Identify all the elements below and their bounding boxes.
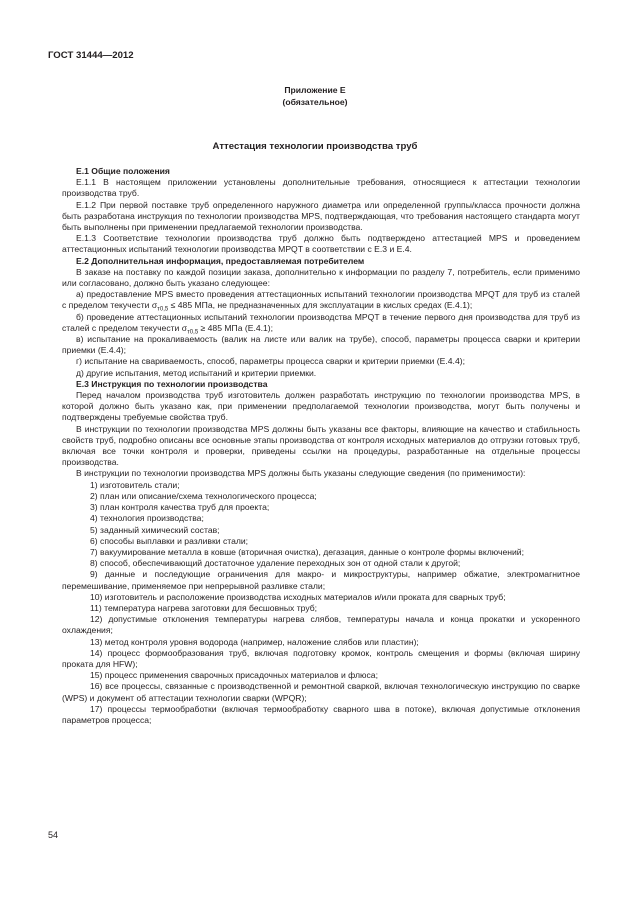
list-item: 3) план контроля качества труб для проекта; — [90, 502, 270, 513]
paragraph-e2-c: в) испытание на прокаливаемость (валик на листе или валик на трубе), способ, параметры процесса сварки и критерии приемки (Е.4.4); — [62, 334, 580, 356]
sigma-subscript: т0,5 — [157, 307, 169, 314]
list-item: 11) температура нагрева заготовки для бесшовных труб; — [90, 602, 318, 613]
e2-a-text-start: а) предоставление MPS вместо проведения аттестационных испытаний технологии производства MPQT для труб из сталей с пределом текучести — [62, 289, 580, 311]
list-item: 16) все процессы, связанные с производственной и ремонтной сваркой, включая технологическую инструкцию по сварке (WPS) и документ об аттестации технологии сварки (WPQR); — [62, 681, 580, 703]
paragraph-e2-b — [62, 312, 580, 334]
list-item: 15) процесс применения сварочных присадочных материалов и флюса; — [90, 670, 378, 681]
section-heading-e2: Е.2 Дополнительная информация, предоставляемая потребителем — [76, 255, 365, 266]
appendix-label-block — [0, 84, 630, 108]
list-item: 13) метод контроля уровня водорода (например, наложение слябов или пластин); — [90, 636, 419, 647]
e2-b-text-end: ≥ 485 МПа (Е.4.1); — [198, 322, 274, 333]
paragraph-e1-2: Е.1.2 При первой поставке труб определенного наружного диаметра или определенной группы/класса прочности должна быть разработана инструкция по технологии производства MPS, подтверждающая, что требования настоящего стандарта могут быть выполнены при применении предлагаемой технологии производства. — [62, 199, 580, 233]
paragraph-e1-1: Е.1.1 В настоящем приложении установлены дополнительные требования, относящиеся к аттестации технологии производства труб. — [62, 177, 580, 199]
appendix-title: Аттестация технологии производства труб — [212, 141, 418, 152]
list-item: 4) технология производства; — [90, 513, 204, 524]
paragraph-e1-3: Е.1.3 Соответствие технологии производства труб должно быть подтверждено аттестацией MPS и проведением аттестационных испытаний технологии производства MPQT в соответствии с Е.3 и Е.4. — [62, 233, 580, 255]
sigma-symbol: σ — [151, 300, 158, 311]
appendix-status: (обязательное) — [282, 97, 348, 107]
e2-b-text-start: б) проведение аттестационных испытаний технологии производства MPQT в течение первого дня производства для труб из сталей с пределом текучести — [62, 311, 580, 333]
list-item: 8) способ, обеспечивающий достаточное удаление переходных зон от одной стали к другой; — [90, 558, 461, 569]
paragraph-e2-e: д) другие испытания, метод испытаний и критерии приемки. — [76, 367, 317, 378]
paragraph-e3-2: В инструкции по технологии производства MPS должны быть указаны все факторы, влияющие на качество и стабильность свойств труб, подробно описаны все основные этапы производства от контроля исходных материалов до отгрузки готовых труб, включая все точки контроля и проверки, приведены ссылки на процедуры, разработанные на отдельные процессы производства. — [62, 423, 580, 468]
document-body — [62, 166, 580, 726]
paragraph-e3-3: В инструкции по технологии производства MPS должны быть указаны следующие сведения (по применимости): — [76, 468, 526, 479]
list-item: 7) вакуумирование металла в ковше (вторичная очистка), дегазация, данные о контроле формы включений; — [90, 546, 524, 557]
paragraph-e2-a — [62, 289, 580, 314]
appendix-label: Приложение Е — [284, 85, 346, 95]
paragraph-e2-intro: В заказе на поставку по каждой позиции заказа, дополнительно к информации по разделу 7, потребитель, если применимо или согласовано, должно быть указано следующее: — [62, 266, 580, 289]
document-header: ГОСТ 31444—2012 — [48, 50, 134, 61]
sigma-symbol: σ — [181, 322, 188, 333]
list-item: 9) данные и последующие ограничения для макро- и микроструктуры, например обжатие, электромагнитное перемешивание, применяемое при непрерывной разливке стали; — [62, 569, 580, 591]
paragraph-e3-1: Перед началом производства труб изготовитель должен разработать инструкцию по технологии производства MPS, в которой должно быть указано как, при применении предполагаемой технологии производства, могут быть получены и подтверждены требуемые свойства труб. — [62, 390, 580, 423]
list-item: 17) процессы термообработки (включая термообработку сварного шва в потоке), включая допустимые отклонения параметров процесса; — [62, 703, 580, 725]
page-number: 54 — [48, 830, 59, 840]
list-item: 2) план или описание/схема технологического процесса; — [90, 490, 317, 501]
paragraph-e2-d: г) испытание на свариваемость, способ, параметры процесса сварки и критерии приемки (Е.4.4); — [76, 356, 465, 367]
list-item: 5) заданный химический состав; — [90, 524, 220, 535]
section-heading-e1: Е.1 Общие положения — [76, 166, 170, 176]
sigma-subscript: т0,5 — [187, 329, 199, 336]
list-item: 14) процесс формообразования труб, включая подготовку кромок, контроль смещения и формы (включая ширину проката для HFW); — [62, 647, 580, 669]
list-item: 12) допустимые отклонения температуры нагрева слябов, температуры начала и конца прокатки и ускоренного охлаждения; — [62, 614, 580, 636]
list-item: 6) способы выплавки и разливки стали; — [90, 535, 249, 546]
list-item: 10) изготовитель и расположение производства исходных материалов и/или проката для сварных труб; — [90, 591, 506, 602]
e2-a-text-end: ≤ 485 МПа, не предназначенных для эксплуатации в кислых средах (Е.4.1); — [168, 300, 473, 311]
section-heading-e3: Е.3 Инструкция по технологии производства — [76, 378, 268, 389]
list-item: 1) изготовитель стали; — [90, 479, 180, 490]
